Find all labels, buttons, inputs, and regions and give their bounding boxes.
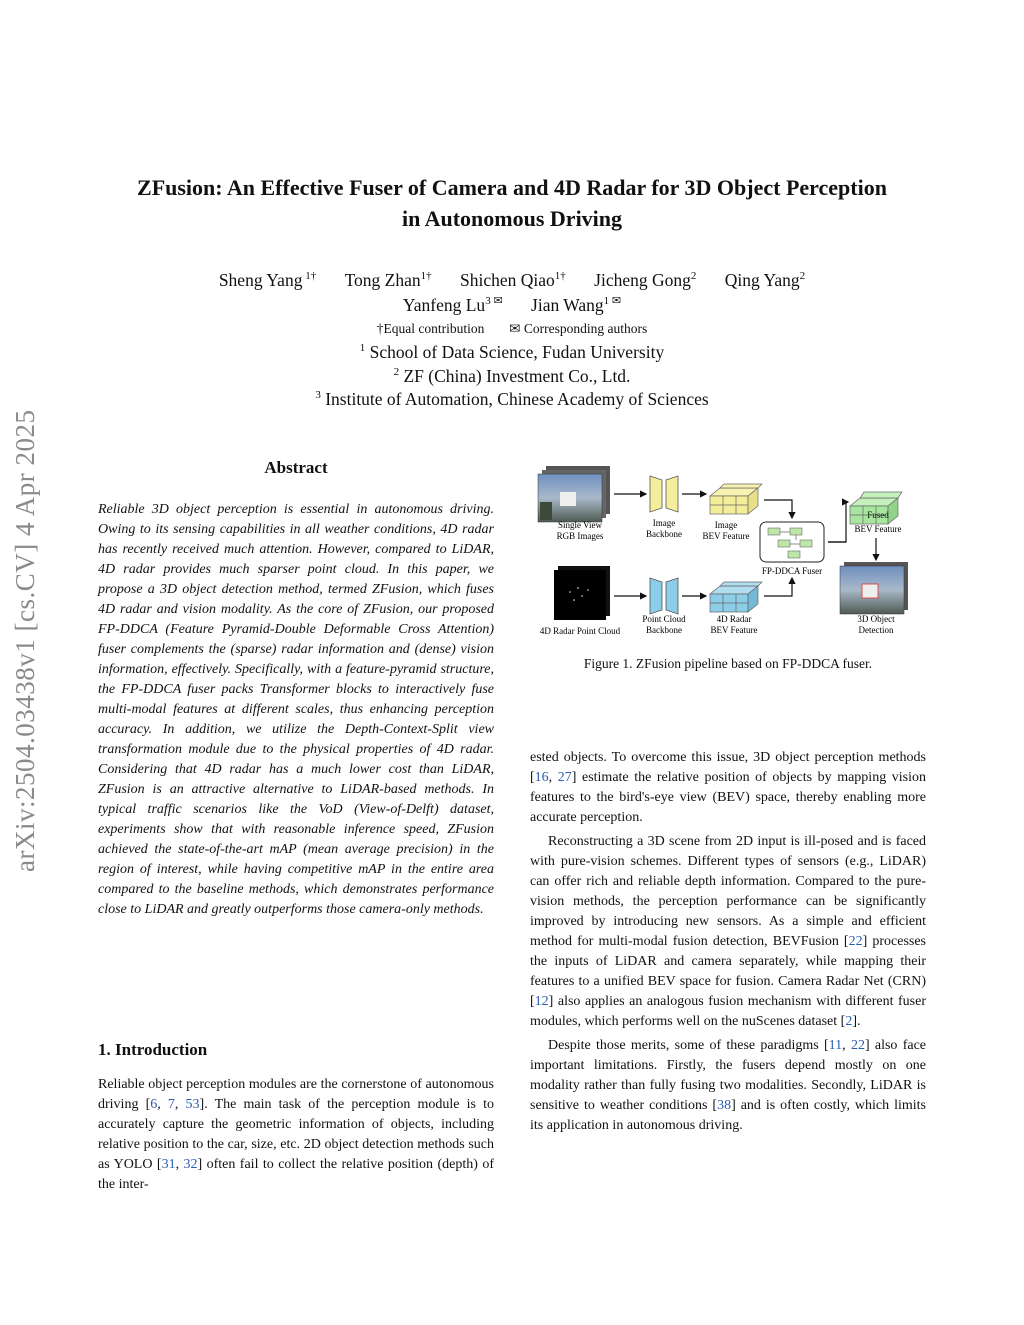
label-image-backbone-2: Backbone	[646, 529, 682, 539]
label-radar-bev-2: BEV Feature	[710, 625, 758, 635]
abstract-heading: Abstract	[264, 458, 328, 477]
intro-heading: 1. Introduction	[98, 1040, 208, 1059]
point-cloud-backbone-shape	[650, 578, 678, 614]
figure-1	[530, 462, 926, 642]
citation-link[interactable]: 2	[845, 1014, 853, 1029]
pipeline-diagram	[530, 462, 926, 642]
label-fuser: FP-DDCA Fuser	[761, 566, 823, 576]
fp-ddca-fuser-box	[760, 522, 824, 562]
affiliation-3: $^3$ Institute of Automation, Chinese Academy of Sciences	[315, 389, 709, 409]
author: Sheng Yang $^{1\dagger}$	[218, 270, 317, 290]
citation-link[interactable]: 11	[828, 1038, 843, 1053]
label-fused-1: Fused	[867, 510, 889, 520]
radar-point-cloud-thumbnail	[554, 566, 610, 620]
label-rgb-2: RGB Images	[556, 531, 604, 541]
figure-caption: Figure 1. ZFusion pipeline based on FP-DDCA fuser.	[583, 656, 873, 671]
label-detection-1: 3D Object	[857, 614, 895, 624]
label-pc-backbone-2: Backbone	[646, 625, 682, 635]
citation-link[interactable]: 38	[717, 1098, 732, 1113]
label-image-bev-1: Image	[714, 520, 738, 530]
citation-link[interactable]: 16	[534, 770, 549, 785]
title-line-2: in Autonomous Driving	[401, 206, 623, 231]
authors-row-1	[0, 270, 1024, 291]
citation-link[interactable]: 22	[848, 934, 863, 949]
author: Tong Zhan$^{1\dagger}$	[344, 270, 432, 290]
citation-link[interactable]: 27	[557, 770, 572, 785]
equal-contribution-note: †Equal contribution	[376, 321, 485, 336]
author: Qing Yang$^2$	[724, 270, 806, 290]
label-pc-backbone-1: Point Cloud	[642, 614, 686, 624]
rgb-image-thumbnail	[538, 466, 610, 522]
author-notes	[0, 321, 1024, 337]
intro-paragraph-1: Reliable object perception modules are the cornerstone of autonomous driving [6, 7, 53]. The main task of the perception module is to accurately capture the geometric information of objects, including relative position to the car, size, etc. 2D object detection methods such as YOLO [31, 32] often fail to collect the relative position (depth) of the inter-	[98, 1077, 495, 1192]
citation-link[interactable]: 12	[534, 994, 549, 1009]
intro-column-left	[98, 1075, 494, 1195]
abstract-text: Reliable 3D object perception is essential in autonomous driving. Owing to its sensing capabilities in all weather conditions, 4D radar has recently received much attention. However, compared to LiDAR, 4D radar provides much sparser point cloud. In this paper, we propose a 3D object detection method, termed ZFusion, which fuses 4D radar and vision modality. As the core of ZFusion, our proposed FP-DDCA (Feature Pyramid-Double Deformable Cross Attention) fuser complements the (sparse) radar information and (dense) vision information, effectively. Specifically, with a feature-pyramid structure, the FP-DDCA fuser packs Transformer blocks to interactively fuse multi-modal features at different scales, thus enhancing perception accuracy. In addition, we utilize the Depth-Context-Split view transformation module due to the physical properties of 4D radar. Considering that 4D radar has a much lower cost than LiDAR, ZFusion is an attractive alternative to LiDAR-based methods. In typical traffic scenarios like the VoD (View-of-Delft) dataset, experiments show that with reasonable inference speed, ZFusion achieved the state-of-the-art mAP (mean average precision) in the region of interest, while having competitive mAP in the entire area compared to the baseline methods, which demonstrates performance close to LiDAR and greatly outperforms those camera-only methods.	[98, 502, 494, 917]
right-paragraph-3: Despite those merits, some of these paradigms [11, 22] also face important limitations. Firstly, the fusers depend mostly on one modality rather than fully fusing two modalities. Secondly, LiDAR is sensitive to weather conditions [38] and is often costly, which limits its application in autonomous driving.	[530, 1038, 926, 1133]
image-bev-feature-cube	[710, 484, 762, 514]
right-paragraph-2: Reconstructing a 3D scene from 2D input is ill-posed and is faced with pure-vision schemes. Different types of sensors (e.g., LiDAR) can offer rich and reliable depth information. Compared to the pure-vision methods, the perception performance can be significantly improved by introducing new sensors. As a simple and efficient method for multi-modal fusion detection, BEVFusion [22] processes the inputs of LiDAR and camera separately, while mapping their features to a unified BEV space for fusion. Camera Radar Net (CRN) [12] also applies an analogous fusion mechanism with different fuser modules, which performs well on the nuScenes dataset [2].	[530, 834, 926, 1029]
citation-link[interactable]: 6	[150, 1097, 158, 1112]
author: Jicheng Gong$^2$	[594, 270, 697, 290]
label-radar: 4D Radar Point Cloud	[539, 626, 621, 636]
label-detection-2: Detection	[858, 625, 894, 635]
citation-link[interactable]: 32	[183, 1157, 198, 1172]
affiliation-1: $^1$ School of Data Science, Fudan University	[359, 342, 665, 362]
citation-link[interactable]: 53	[185, 1097, 200, 1112]
affiliation-2: $^2$ ZF (China) Investment Co., Ltd.	[393, 366, 631, 386]
label-image-backbone-1: Image	[652, 518, 676, 528]
arxiv-side-label: arXiv:2504.03438v1 [cs.CV] 4 Apr 2025	[10, 409, 40, 872]
title-line-1: ZFusion: An Effective Fuser of Camera and 4D Radar for 3D Object Perception	[137, 175, 887, 200]
citation-link[interactable]: 31	[161, 1157, 176, 1172]
author: Yanfeng $Lu^{3 ✉}$	[402, 294, 503, 315]
authors-row-2	[0, 294, 1024, 316]
author: Jian Wang$^{1 ✉}$	[531, 294, 622, 315]
detection-image-thumbnail	[840, 562, 908, 614]
citation-link[interactable]: 22	[850, 1038, 865, 1053]
label-radar-bev-1: 4D Radar	[716, 614, 752, 624]
right-paragraph-1: ested objects. To overcome this issue, 3D object perception methods [16, 27] estimate the relative position of objects by mapping vision features to the bird's-eye view (BEV) space, thereby enabling more accurate perception.	[530, 750, 926, 825]
label-fused-2: BEV Feature	[854, 524, 902, 534]
image-backbone-shape	[650, 476, 678, 512]
author: Shichen Qiao$^{1\dagger}$	[460, 270, 566, 290]
label-rgb-1: Single View	[557, 520, 603, 530]
right-column	[530, 748, 926, 1136]
corresponding-note: ✉ Corresponding authors	[509, 321, 648, 336]
label-image-bev-2: BEV Feature	[702, 531, 750, 541]
paper-title	[60, 172, 964, 234]
radar-bev-feature-cube	[710, 582, 762, 612]
citation-link[interactable]: 7	[167, 1097, 175, 1112]
